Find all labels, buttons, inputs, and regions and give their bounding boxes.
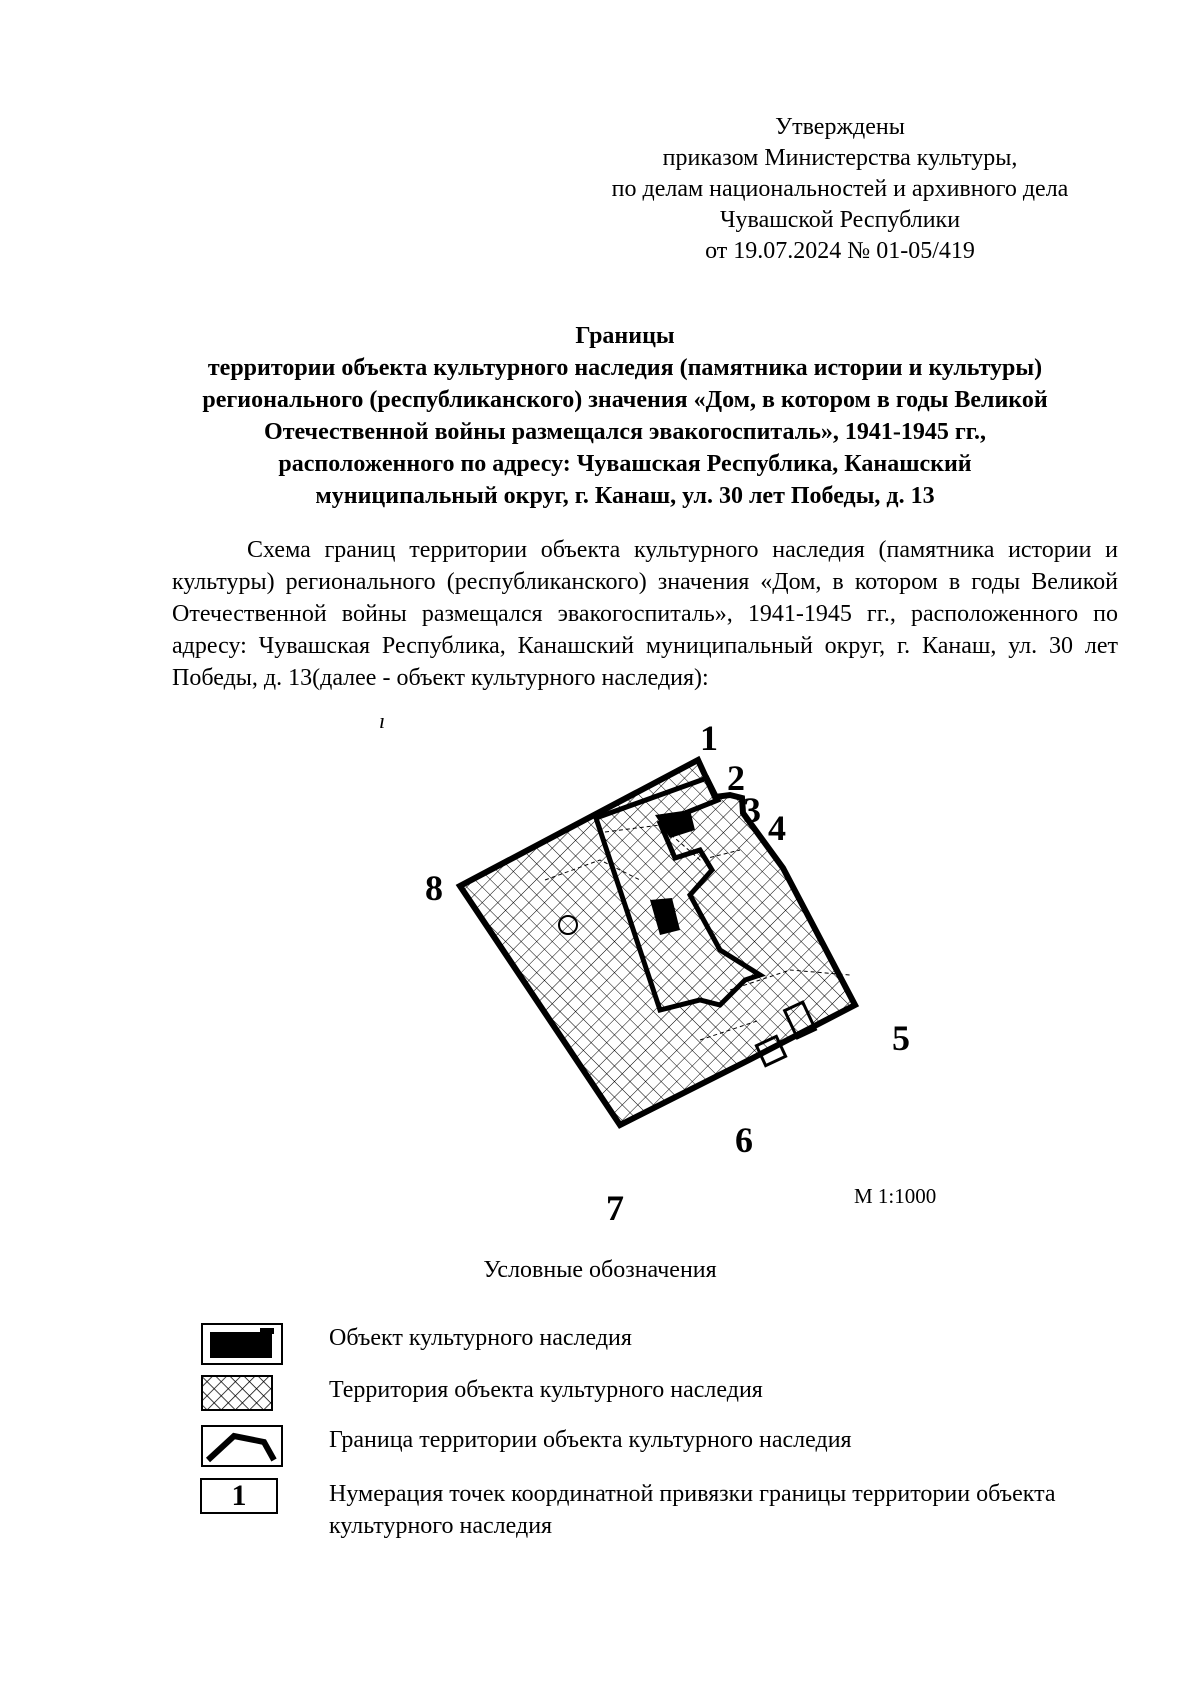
intro-paragraph: Схема границ территории объекта культурного наследия (памятника истории и культуры) регионального (республиканского) значения «Дом, в котором в годы Великой Отечественной войны размещался эвакогоспиталь», 1941-1945 гг., расположенного по адресу: Чувашская Республика, Канашский муниципальный округ, г. Канаш, ул. 30 лет Победы, д. 13(далее - объект культурного наследия): [172,537,1118,691]
object-symbol [200,1322,284,1366]
title-line: расположенного по адресу: Чувашская Республика, Канашский [278,451,972,477]
legend-label: Нумерация точек координатной привязки границы территории объекта культурного наследия [329,1481,1056,1539]
legend-label: Граница территории объекта культурного наследия [329,1427,852,1453]
point-label-6: 6 [735,1120,753,1160]
point-label-4: 4 [768,808,786,848]
approval-block [560,112,1120,267]
approval-line: от 19.07.2024 № 01-05/419 [705,238,975,264]
legend-item-numbering [200,1478,1100,1542]
point-label-5: 5 [892,1018,910,1058]
legend-title: Условные обозначения [483,1257,717,1283]
point-label-2: 2 [727,758,745,798]
point-label-3: 3 [743,790,761,830]
document-title [150,320,1100,512]
title-line: Отечественной войны размещался эвакогоспиталь», 1941-1945 гг., [264,419,986,445]
title-line: регионального (республиканского) значения «Дом, в котором в годы Великой [202,387,1048,413]
legend-label: Территория объекта культурного наследия [329,1377,763,1403]
legend-label: Объект культурного наследия [329,1325,632,1351]
territory-symbol [200,1374,274,1412]
point-number-symbol: 1 [200,1478,278,1514]
approval-line: Чувашской Республики [719,207,961,233]
title-line: территории объекта культурного наследия (памятника истории и культуры) [207,355,1043,381]
boundary-symbol [200,1424,284,1468]
legend-item-territory [200,1374,1100,1414]
approval-line: приказом Министерства культуры, [662,145,1018,171]
point-label-7: 7 [606,1188,624,1228]
point-label-8: 8 [425,868,443,908]
legend-item-object [200,1322,1100,1366]
boundary-map [360,690,980,1230]
title-line: Границы [575,323,675,349]
stray-mark: ı [379,708,386,733]
point-label-1: 1 [700,718,718,758]
map-scale: М 1:1000 [854,1184,937,1208]
title-line: муниципальный округ, г. Канаш, ул. 30 лет Победы, д. 13 [315,483,935,509]
legend-item-boundary [200,1424,1100,1468]
approval-line: по делам национальностей и архивного дела [611,176,1069,202]
approval-line: Утверждены [775,114,905,140]
